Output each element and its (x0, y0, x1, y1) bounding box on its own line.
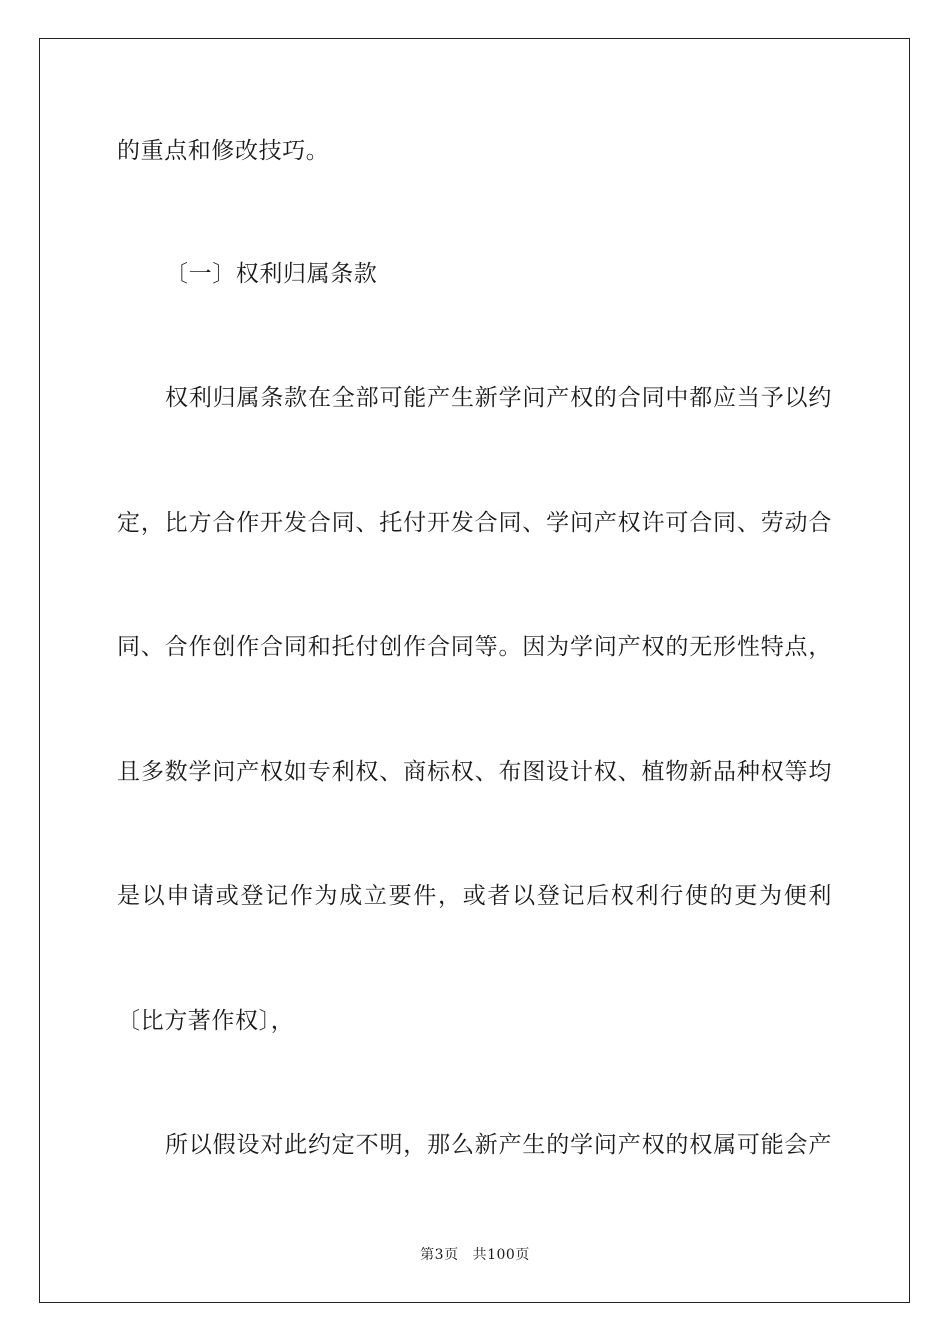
paragraph-line-8: 所以假设对此约定不明，那么新产生的学问产权的权属可能会产 (165, 1132, 832, 1158)
total-pages: 共100页 (472, 1247, 530, 1263)
paragraph-line-6: 是以申请或登记作为成立要件，或者以登记后权利行使的更为便利 (117, 883, 832, 909)
section-heading: 〔一〕权利归属条款 (165, 261, 378, 287)
paragraph-line-1: 的重点和修改技巧。 (117, 138, 330, 164)
page-border (39, 38, 910, 1303)
paragraph-line-7: 〔比方著作权〕， (117, 1008, 295, 1034)
page-number: 第3页 (420, 1247, 459, 1263)
paragraph-line-5: 且多数学问产权如专利权、商标权、布图设计权、植物新品种权等均 (117, 759, 832, 785)
paragraph-line-3: 定，比方合作开发合同、托付开发合同、学问产权许可合同、劳动合 (117, 510, 832, 536)
paragraph-line-2: 权利归属条款在全部可能产生新学问产权的合同中都应当予以约 (165, 385, 832, 411)
page-footer (0, 1246, 950, 1264)
paragraph-line-4: 同、合作创作合同和托付创作合同等。因为学问产权的无形性特点， (117, 634, 832, 660)
